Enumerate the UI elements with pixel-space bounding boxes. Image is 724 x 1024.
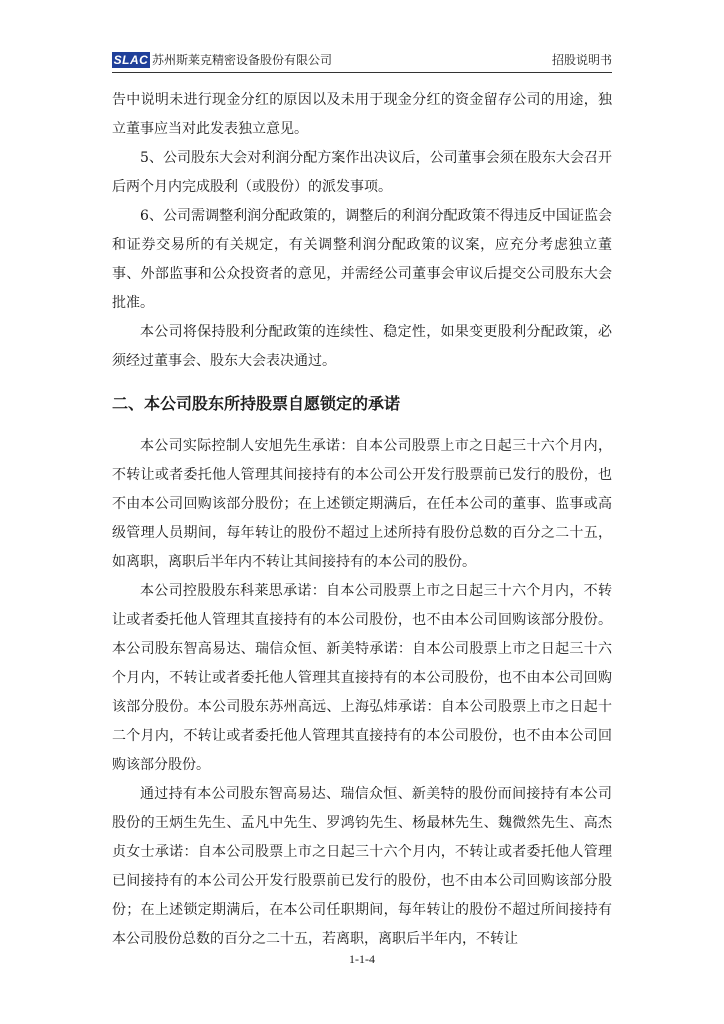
page-header bbox=[112, 52, 612, 72]
paragraph-item-6: 6、公司需调整利润分配政策的，调整后的利润分配政策不得违反中国证监会和证券交易所的有关规定，有关调整利润分配政策的议案，应充分考虑独立董事、外部监事和公众投资者的意见，并需经公司董事会审议后提交公司股东大会批准。 bbox=[112, 208, 612, 311]
paragraph-controller-commitment: 本公司实际控制人安旭先生承诺：自本公司股票上市之日起三十六个月内，不转让或者委托他人管理其间接持有的本公司公开发行股票前已发行的股份，也不由本公司回购该部分股份；在上述锁定期满后，在任本公司的董事、监事或高级管理人员期间，每年转让的股份不超过上述所持有股份总数的百分之二十五，如离职，离职后半年内不转让其间接持有的本公司的股份。 bbox=[112, 438, 612, 570]
paragraph-continuation: 告中说明未进行现金分红的原因以及未用于现金分红的资金留存公司的用途，独立董事应当对此发表独立意见。 bbox=[112, 92, 612, 137]
paragraph-indirect-holder-commitment: 通过持有本公司股东智高易达、瑞信众恒、新美特的股份而间接持有本公司股份的王炳生先生、孟凡中先生、罗鸿钧先生、杨最林先生、魏微然先生、高杰贞女士承诺：自本公司股票上市之日起三十六个月内，不转让或者委托他人管理已间接持有的本公司公开发行股票前已发行的股份，也不由本公司回购该部分股份；在上述锁定期满后，在本公司任职期间，每年转让的股份不超过所间接持有本公司股份总数的百分之二十五，若离职，离职后半年内，不转让 bbox=[112, 786, 612, 947]
section-heading: 二、本公司股东所持股票自愿锁定的承诺 bbox=[112, 394, 401, 413]
paragraph-policy-continuity: 本公司将保持股利分配政策的连续性、稳定性，如果变更股利分配政策，必须经过董事会、股东大会表决通过。 bbox=[112, 324, 612, 369]
page-number: 1-1-4 bbox=[349, 952, 375, 966]
company-name: 苏州斯莱克精密设备股份有限公司 bbox=[152, 53, 333, 67]
paragraph-item-5: 5、公司股东大会对利润分配方案作出决议后，公司董事会须在股东大会召开后两个月内完成股利（或股份）的派发事项。 bbox=[112, 150, 612, 195]
document-body bbox=[112, 86, 612, 954]
document-type: 招股说明书 bbox=[551, 53, 612, 67]
paragraph-shareholder-commitment: 本公司控股股东科莱思承诺：自本公司股票上市之日起三十六个月内，不转让或者委托他人管理其直接持有的本公司股份，也不由本公司回购该部分股份。本公司股东智高易达、瑞信众恒、新美特承诺：自本公司股票上市之日起三十六个月内，不转让或者委托他人管理其直接持有的本公司股份，也不由本公司回购该部分股份。本公司股东苏州高远、上海弘炜承诺：自本公司股票上市之日起十二个月内，不转让或者委托他人管理其直接持有的本公司股份，也不由本公司回购该部分股份。 bbox=[112, 583, 612, 773]
header-divider bbox=[112, 72, 612, 73]
company-logo: SLAC bbox=[113, 53, 149, 67]
